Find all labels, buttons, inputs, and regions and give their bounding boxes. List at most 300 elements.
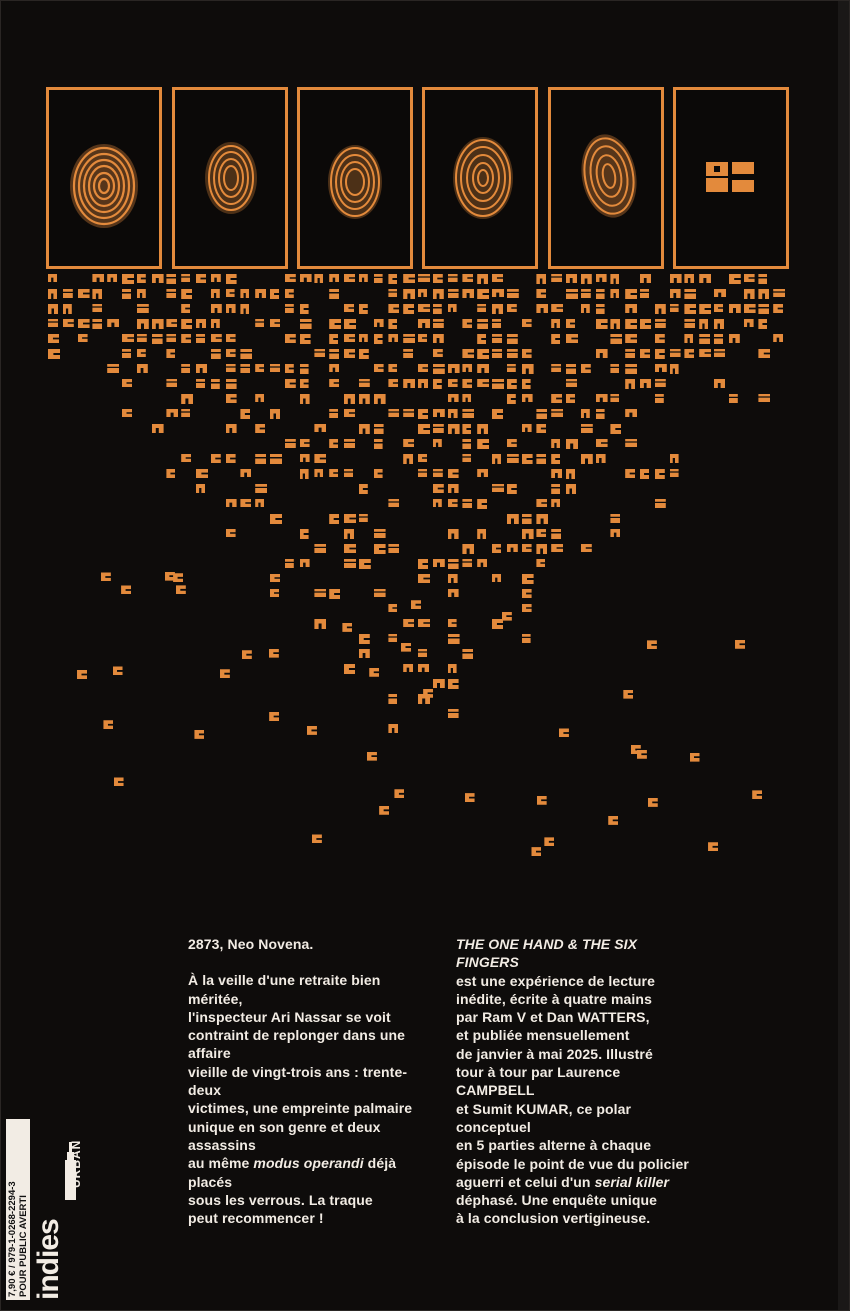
glyph-block [566, 364, 576, 374]
glyph-block [181, 304, 190, 313]
glyph-block [403, 409, 414, 417]
glyph-block [477, 499, 487, 509]
glyph-block [329, 409, 338, 418]
synopsis-italic: modus operandi [253, 1155, 364, 1172]
glyph-block [492, 349, 502, 358]
glyph-block [608, 816, 618, 825]
glyph-block [166, 469, 175, 478]
glyph-block [285, 559, 294, 568]
glyph-block [477, 424, 488, 434]
glyph-block [551, 529, 561, 539]
glyph-block [418, 379, 428, 388]
glyph-block [418, 424, 430, 434]
glyph-block [359, 394, 370, 404]
glyph-block [522, 364, 534, 374]
fingerprint-icon [49, 90, 159, 266]
glyph-block [314, 454, 326, 463]
glyph-block [551, 469, 562, 478]
glyph-block [418, 304, 430, 312]
glyph-block [714, 334, 723, 344]
glyph-block [625, 304, 637, 313]
glyph-block [610, 424, 621, 434]
glyph-block [566, 379, 577, 387]
glyph-block [492, 319, 501, 328]
glyph-block [77, 670, 87, 679]
glyph-block [448, 274, 458, 282]
glyph-block [492, 544, 501, 553]
glyph-block [344, 409, 355, 417]
glyph-block [240, 304, 249, 314]
glyph-block [418, 319, 430, 328]
glyph-block [655, 319, 666, 328]
glyph-block [300, 559, 310, 567]
glyph-block [137, 319, 149, 329]
glyph-block [596, 289, 605, 299]
glyph-block [714, 319, 724, 329]
glyph-block [374, 544, 386, 554]
synopsis-text: À la veille d'une retraite bien méritée, l'inspecteur Ari Nassar se voit contraint de replonger dans une affaire vieille de vingt-trois ans : trente-deux victimes, une empreinte palmaire unique en son genre et deux assassins au même [188, 972, 413, 1172]
glyph-block [329, 439, 338, 448]
glyph-block [403, 619, 414, 627]
synopsis-text-end: déjà placés sous les verrous. La traque peut recommencer ! [188, 1155, 397, 1227]
glyph-block [655, 304, 666, 314]
glyph-block [300, 379, 309, 388]
glyph-block [625, 349, 635, 358]
fingerprint-frame-6 [673, 87, 789, 269]
glyph-block [670, 469, 679, 477]
glyph-block [684, 349, 694, 358]
glyph-block [699, 304, 711, 314]
glyph-block [448, 304, 457, 312]
glyph-block [640, 379, 651, 388]
glyph-block [388, 604, 397, 612]
glyph-block [544, 837, 554, 846]
glyph-block [670, 364, 679, 374]
glyph-block [226, 454, 236, 463]
glyph-block [181, 289, 192, 299]
glyph-block [684, 289, 696, 299]
glyph-block [536, 544, 547, 554]
glyph-block [551, 364, 561, 372]
glyph-block [566, 439, 578, 449]
glyph-block [374, 469, 383, 478]
book-title: THE ONE HAND & THE SIX FINGERS [456, 936, 638, 971]
glyph-block [744, 274, 755, 282]
glyph-block [329, 289, 339, 299]
glyph-block [401, 643, 411, 652]
glyph-block [418, 469, 427, 477]
glyph-block [226, 364, 236, 372]
glyph-block [240, 409, 250, 419]
glyph-block [758, 304, 769, 314]
glyph-block [226, 289, 235, 297]
glyph-block [462, 439, 471, 449]
glyph-block [551, 454, 560, 464]
glyph-block [462, 289, 474, 298]
glyph-block [300, 304, 309, 314]
glyph-block [610, 319, 620, 329]
glyph-block [344, 394, 355, 404]
glyph-block [462, 454, 471, 462]
glyph-block [507, 394, 516, 404]
glyph-block [181, 364, 190, 373]
glyph-block [477, 274, 488, 284]
glyph-block [285, 289, 294, 298]
glyph-block [551, 319, 560, 328]
glyph-block [596, 454, 606, 463]
glyph-block [566, 484, 576, 494]
glyph-block [359, 334, 368, 342]
glyph-block [359, 424, 370, 434]
glyph-block [581, 364, 591, 373]
glyph-block [744, 319, 754, 327]
glyph-block [166, 379, 177, 387]
glyph-block [610, 514, 620, 523]
audience-notice: POUR PUBLIC AVERTI [18, 1195, 29, 1297]
glyph-block [374, 424, 384, 434]
glyph-block [433, 334, 444, 343]
dateline: 2873, Neo Novena. [188, 936, 314, 952]
glyph-block [522, 529, 534, 539]
glyph-block [699, 349, 711, 357]
glyph-block [48, 289, 57, 299]
glyph-block [507, 379, 517, 389]
glyph-block [388, 334, 398, 342]
glyph-block [92, 319, 102, 329]
glyph-block [670, 289, 681, 298]
glyph-block [270, 574, 280, 582]
glyph-block [359, 649, 370, 658]
glyph-block [462, 394, 471, 402]
publisher-urban: URBAN [69, 1139, 83, 1188]
glyph-block [507, 439, 517, 447]
glyph-block [379, 806, 389, 815]
glyph-block [625, 379, 635, 389]
glyph-block [314, 589, 326, 597]
glyph-block [92, 274, 104, 282]
glyph-block [367, 752, 377, 761]
glyph-block [477, 379, 489, 387]
glyph-block [699, 274, 711, 283]
glyph-block [329, 349, 339, 359]
glyph-block [285, 274, 296, 282]
glyph-block [581, 544, 592, 552]
glyph-block [581, 304, 590, 313]
glyph-block [492, 574, 501, 582]
glyph-block [448, 499, 458, 507]
glyph-block [166, 274, 176, 284]
glyph-block [211, 379, 220, 389]
glyph-block [196, 334, 205, 343]
glyph-block [462, 544, 474, 554]
glyph-block [758, 289, 769, 299]
glyph-block [625, 469, 635, 478]
glyph-block [418, 649, 427, 657]
glyph-block [255, 499, 264, 507]
glyph-block [166, 349, 175, 358]
glyph-block [522, 379, 531, 389]
glyph-block [255, 289, 266, 298]
glyph-mark-icon [676, 90, 786, 266]
glyph-block [78, 289, 90, 298]
glyph-block [507, 349, 518, 358]
glyph-block [403, 334, 415, 343]
glyph-block [374, 334, 383, 344]
glyph-block [255, 319, 264, 327]
fingerprint-frame-1 [46, 87, 162, 269]
glyph-block [758, 319, 767, 329]
glyph-block [477, 289, 489, 299]
glyph-block [448, 289, 459, 298]
glyph-block [492, 484, 504, 492]
glyph-block [448, 574, 458, 583]
glyph-block [152, 274, 164, 283]
glyph-block [492, 619, 503, 629]
glyph-block [122, 289, 131, 299]
glyph-block [714, 304, 723, 312]
glyph-block [137, 364, 148, 373]
glyph-block [551, 394, 562, 403]
glyph-block [196, 364, 207, 373]
glyph-block [507, 364, 516, 372]
glyph-block [137, 349, 146, 357]
glyph-block [48, 319, 58, 327]
glyph-block [344, 544, 356, 553]
glyph-block [307, 726, 317, 735]
glyph-block [744, 304, 756, 313]
glyph-block [522, 574, 534, 584]
glyph-block [536, 274, 546, 284]
glyph-block [418, 559, 428, 569]
glyph-block [448, 424, 460, 434]
glyph-block [433, 274, 443, 283]
glyph-block [655, 334, 665, 343]
glyph-block [181, 409, 190, 417]
glyph-block [699, 334, 710, 344]
glyph-block [388, 409, 399, 417]
glyph-block [166, 334, 176, 342]
glyph-block [300, 334, 311, 344]
glyph-block [714, 379, 725, 388]
glyph-block [181, 454, 191, 462]
glyph-block [388, 364, 397, 372]
glyph-block [122, 349, 131, 358]
glyph-block [477, 469, 488, 477]
glyph-block [684, 304, 696, 314]
glyph-block [566, 469, 575, 479]
glyph-block [433, 289, 444, 299]
glyph-block [433, 439, 442, 447]
glyph-block [374, 589, 386, 597]
glyph-block [507, 454, 519, 463]
glyph-block [566, 319, 575, 328]
glyph-block [226, 529, 236, 537]
glyph-block [640, 274, 651, 283]
glyph-block [670, 349, 681, 357]
price-isbn-strip [6, 1119, 30, 1300]
glyph-block [433, 469, 443, 477]
glyph-block [300, 364, 309, 374]
glyph-block [181, 334, 191, 343]
glyph-block [477, 319, 488, 329]
glyph-block [300, 394, 310, 404]
glyph-block [433, 424, 444, 433]
glyph-block [255, 364, 264, 372]
glyph-block [107, 319, 119, 327]
glyph-block [625, 439, 637, 447]
glyph-block [477, 304, 486, 312]
glyph-block [269, 649, 279, 658]
glyph-block [314, 544, 326, 553]
glyph-block [269, 712, 279, 721]
glyph-block [103, 720, 113, 729]
glyph-block [670, 304, 679, 312]
glyph-block [270, 454, 282, 464]
glyph-block [559, 728, 569, 737]
glyph-block [240, 364, 250, 373]
glyph-block [581, 289, 591, 298]
glyph-block [403, 439, 414, 447]
glyph-block [729, 334, 740, 343]
glyph-block [107, 364, 119, 373]
glyph-block [418, 664, 429, 672]
glyph-block [403, 289, 415, 299]
fingerprint-frame-2 [172, 87, 288, 269]
glyph-block [462, 379, 472, 388]
glyph-block [596, 319, 608, 329]
glyph-block [536, 409, 547, 419]
glyph-block [448, 409, 458, 418]
glyph-block [344, 274, 355, 282]
glyph-block [374, 319, 384, 327]
fingerprint-icon [551, 90, 661, 266]
glyph-block [477, 559, 487, 567]
glyph-block [181, 394, 193, 404]
glyph-block [418, 364, 428, 372]
glyph-block [403, 349, 413, 358]
glyph-block [344, 304, 354, 312]
glyph-block [640, 289, 649, 298]
glyph-block [477, 349, 489, 359]
glyph-block [329, 274, 339, 282]
glyph-block [48, 334, 59, 343]
glyph-block [596, 439, 608, 447]
description-italic: serial killer [594, 1173, 670, 1190]
glyph-block [477, 334, 486, 344]
glyph-block [448, 709, 459, 718]
glyph-block [388, 544, 399, 553]
glyph-block [166, 409, 178, 417]
glyph-block [211, 274, 221, 282]
glyph-block [137, 334, 147, 342]
glyph-block [403, 304, 414, 314]
glyph-block [670, 274, 682, 283]
glyph-block [314, 619, 326, 629]
glyph-block [92, 304, 102, 312]
glyph-block [344, 664, 355, 674]
glyph-block [714, 349, 725, 357]
glyph-block [596, 394, 608, 402]
glyph-block [433, 319, 444, 328]
glyph-block [462, 349, 474, 358]
fingerprint-frame-3 [297, 87, 413, 269]
glyph-block [300, 319, 312, 329]
glyph-block [647, 640, 657, 649]
glyph-block [714, 289, 726, 297]
glyph-block [462, 409, 474, 418]
glyph-block [226, 499, 237, 507]
glyph-block [329, 334, 338, 344]
glyph-block [522, 319, 532, 327]
glyph-block [640, 319, 651, 329]
glyph-block [196, 469, 208, 478]
glyph-block [536, 454, 546, 464]
fingerprint-icon [300, 90, 410, 266]
glyph-block [477, 439, 489, 449]
glyph-block [536, 529, 546, 537]
glyph-block [418, 409, 428, 419]
glyph-block [773, 304, 783, 313]
glyph-block [758, 394, 770, 402]
glyph-block [374, 274, 383, 283]
fingerprint-frame-5 [548, 87, 664, 269]
glyph-block [181, 274, 190, 282]
glyph-block [610, 394, 619, 402]
glyph-block [465, 793, 475, 802]
glyph-block [433, 499, 442, 507]
glyph-block [226, 379, 237, 389]
glyph-block [329, 364, 339, 372]
glyph-block [522, 349, 532, 358]
glyph-block [492, 289, 504, 297]
glyph-block [625, 409, 637, 417]
glyph-block [655, 349, 665, 359]
glyph-block [699, 319, 708, 329]
glyph-block [507, 304, 517, 312]
glyph-block [226, 349, 236, 357]
glyph-block [507, 289, 519, 298]
glyph-block [462, 559, 472, 567]
glyph-block [610, 274, 619, 284]
glyph-block [492, 409, 503, 419]
glyph-block [522, 514, 532, 524]
glyph-block [507, 544, 518, 552]
glyph-block [507, 514, 519, 524]
glyph-block [448, 559, 459, 569]
glyph-block [462, 364, 472, 372]
glyph-block [551, 304, 563, 312]
glyph-block [655, 364, 667, 372]
glyph-block [122, 409, 132, 417]
price-isbn: 7,90 € / 979-1-0268-2294-3 [7, 1181, 18, 1297]
fingerprint-icon [425, 90, 535, 266]
glyph-block [344, 334, 355, 342]
glyph-block [240, 499, 251, 507]
glyph-block [708, 842, 718, 851]
glyph-block [300, 274, 312, 282]
glyph-block [566, 334, 578, 343]
glyph-block [166, 319, 177, 327]
glyph-block [152, 424, 164, 433]
glyph-block [462, 649, 473, 659]
glyph-block [211, 349, 221, 359]
fingerprint-frames [46, 87, 791, 273]
glyph-block [176, 585, 186, 594]
glyph-block [285, 304, 294, 313]
glyph-block [374, 439, 383, 449]
glyph-block [492, 334, 502, 343]
glyph-block [684, 334, 693, 343]
